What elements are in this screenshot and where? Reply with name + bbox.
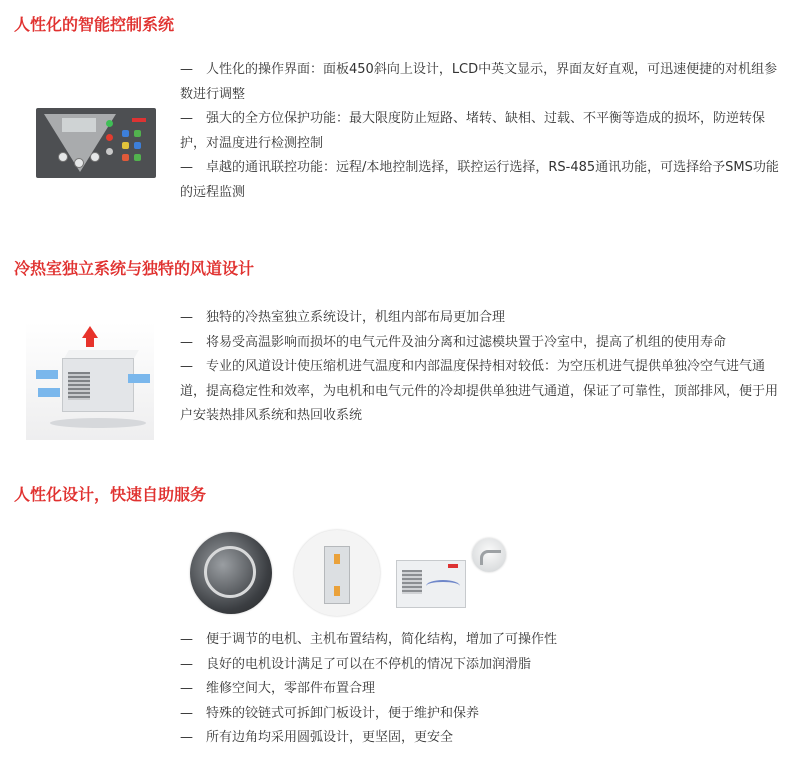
brand-logo	[448, 564, 458, 568]
list-item: — 特殊的铰链式可拆卸门板设计，便于维护和保养	[180, 705, 480, 721]
list-item: — 人性化的操作界面：面板450斜向上设计，LCD中英文显示，界面友好直观，可迅速便捷的对机组参数进行调整	[180, 62, 778, 102]
cool-air-arrow-icon	[36, 370, 58, 379]
brand-logo	[132, 118, 146, 122]
cool-air-arrow-icon	[128, 374, 150, 383]
list-item: — 维修空间大，零部件布置合理	[180, 681, 376, 696]
section-control-list	[180, 58, 780, 205]
list-item: — 专业的风道设计使压缩机进气温度和内部温度保持相对较低：为空压机进气提供单独冷空气进气通道，提高稳定性和效率，为电机和电气元件的冷却提供单独进气通道，保证了可靠性，顶部排风，便于用户安装热排风系统和热回收系统	[180, 359, 779, 423]
section-title-service: 人性化设计，快速自助服务	[14, 485, 207, 504]
list-item: — 良好的电机设计满足了可以在不停机的情况下添加润滑脂	[180, 656, 532, 672]
lcd-screen	[62, 118, 96, 132]
control-panel-image	[36, 108, 156, 178]
cool-air-arrow-icon	[38, 388, 60, 397]
list-item: — 强大的全方位保护功能：最大限度防止短路、堵转、缺相、过载、不平衡等造成的损坏，防逆转保护，对温度进行检测控制	[180, 111, 766, 151]
airflow-unit-image	[26, 322, 154, 440]
list-item: — 卓越的通讯联控功能：远程/本地控制选择，联控运行选择，RS-485通讯功能，可选择给予SMS功能的远程监测	[180, 160, 779, 200]
section-title-airflow: 冷热室独立系统与独特的风道设计	[14, 259, 255, 278]
motor-detail-image	[190, 532, 272, 614]
section-title-control: 人性化的智能控制系统	[14, 15, 175, 34]
hinge-detail-image	[294, 530, 380, 616]
list-item: — 所有边角均采用圆弧设计，更坚固，更安全	[180, 730, 454, 745]
list-item: — 便于调节的电机、主机布置结构，简化结构，增加了可操作性	[180, 632, 558, 647]
section-airflow-list	[180, 306, 780, 429]
list-item: — 独特的冷热室独立系统设计，机组内部布局更加合理	[180, 310, 506, 325]
list-item: — 将易受高温影响而损坏的电气元件及油分离和过滤模块置于冷室中，提高了机组的使用寿命	[180, 334, 727, 350]
rounded-corner-detail-image	[472, 538, 506, 572]
section-service-list	[180, 628, 780, 751]
machine-image	[392, 552, 472, 610]
